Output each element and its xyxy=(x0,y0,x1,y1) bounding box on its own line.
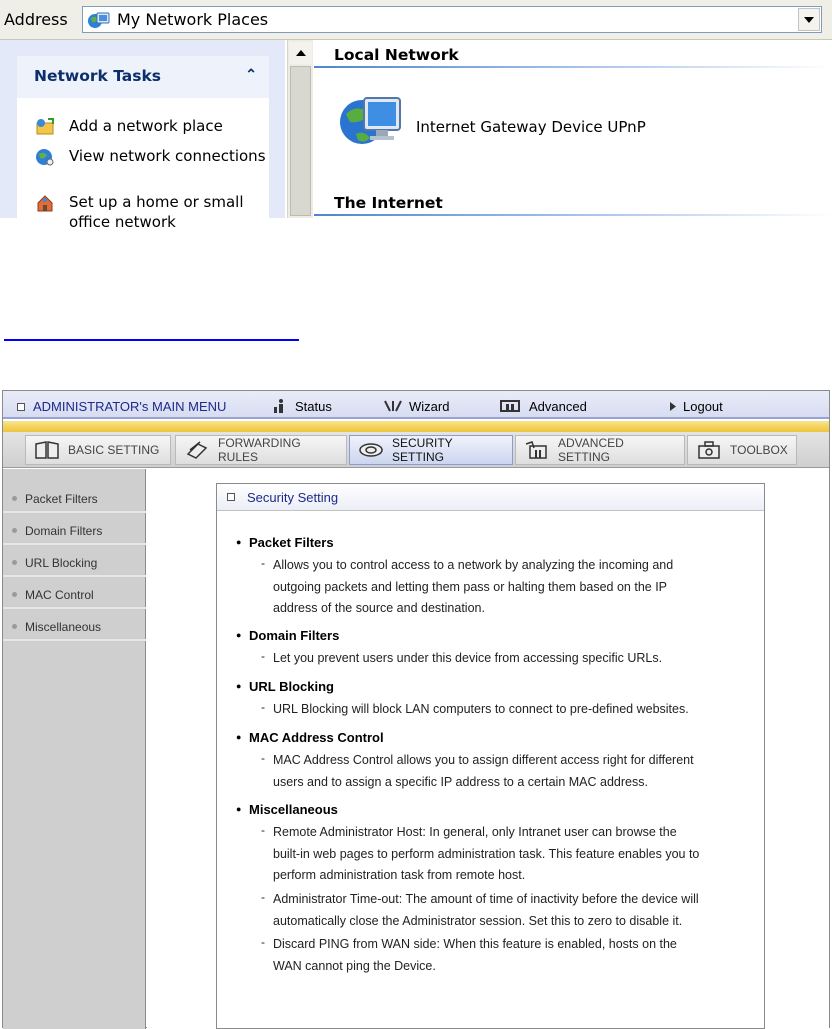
collapse-icon[interactable]: ⌃ xyxy=(245,66,257,82)
wizard-icon xyxy=(383,399,403,413)
security-setting-icon xyxy=(358,440,384,460)
sidebar-item-url-blocking[interactable]: URL Blocking xyxy=(3,547,146,577)
router-admin-page xyxy=(2,390,830,1028)
add-network-place-icon xyxy=(35,117,55,137)
section-description: - Discard PING from WAN side: When this feature is enabled, hosts on the WAN cannot ping the Device. xyxy=(261,934,741,977)
panel-header xyxy=(217,484,764,511)
description-line: Remote Administrator Host: In general, only Intranet user can browse the xyxy=(273,825,677,839)
address-field[interactable] xyxy=(82,6,822,33)
tab-forwarding-rules[interactable]: FORWARDING RULES xyxy=(175,435,347,465)
address-dropdown-button[interactable] xyxy=(798,8,820,31)
section-title: ● URL Blocking xyxy=(249,679,334,694)
advanced-icon xyxy=(497,399,523,413)
scroll-thumb[interactable] xyxy=(290,66,311,216)
sidebar-item-domain-filters[interactable]: Domain Filters xyxy=(3,515,146,545)
tab-security-setting[interactable]: SECURITY SETTING xyxy=(349,435,513,465)
group-divider xyxy=(314,214,832,216)
section-description: - MAC Address Control allows you to assign different access right for different users and to assign a specific IP address to a certain MAC address. xyxy=(261,750,741,793)
scroll-up-button[interactable] xyxy=(289,42,312,64)
vertical-scrollbar[interactable] xyxy=(287,40,313,218)
chevron-down-icon xyxy=(804,17,814,23)
tab-toolbox[interactable]: TOOLBOX xyxy=(687,435,797,465)
description-line: perform administration task from remote host. xyxy=(273,868,526,882)
network-connections-icon xyxy=(35,147,55,167)
section-description: - Allows you to control access to a network by analyzing the incoming and outgoing packets and letting them pass or halting them based on the IP address of the source and destination. xyxy=(261,555,741,620)
section-description: - Administrator Time-out: The amount of time of inactivity before the device will automatically close the Administrator session. Set this to zero to disable it. xyxy=(261,889,741,932)
network-tasks-header[interactable] xyxy=(17,56,269,98)
panel-title: Security Setting xyxy=(247,490,339,505)
header-accent-strip xyxy=(3,421,829,432)
menu-wizard[interactable]: Wizard xyxy=(383,399,449,414)
tab-basic-setting[interactable]: BASIC SETTING xyxy=(25,435,171,465)
description-line: Administrator Time-out: The amount of time of inactivity before the device will xyxy=(273,892,699,906)
network-tasks-title: Network Tasks xyxy=(34,67,162,85)
network-tasks-panel xyxy=(17,56,269,231)
menu-logout[interactable]: Logout xyxy=(669,399,723,414)
square-bullet-icon xyxy=(227,493,235,501)
hyperlink-underline[interactable] xyxy=(4,339,299,341)
description-line: address of the source and destination. xyxy=(273,601,485,615)
upnp-device-label[interactable]: Internet Gateway Device UPnP xyxy=(416,118,646,136)
sidebar-item-miscellaneous[interactable]: Miscellaneous xyxy=(3,611,146,641)
description-line: MAC Address Control allows you to assign different access right for different xyxy=(273,753,694,767)
security-setting-panel xyxy=(216,483,765,1029)
section-title: ● Miscellaneous xyxy=(249,802,338,817)
section-description: - URL Blocking will block LAN computers to connect to pre-defined websites. xyxy=(261,699,741,721)
sidebar-item-packet-filters[interactable]: Packet Filters xyxy=(3,483,146,513)
section-description: - Let you prevent users under this device from accessing specific URLs. xyxy=(261,648,741,670)
section-title: ● MAC Address Control xyxy=(249,730,384,745)
bullet-icon xyxy=(12,624,17,629)
sidebar-item-mac-control[interactable]: MAC Control xyxy=(3,579,146,609)
menu-status[interactable]: Status xyxy=(273,399,332,414)
chevron-up-icon xyxy=(296,50,306,56)
address-bar xyxy=(0,0,832,40)
group-divider xyxy=(314,66,832,68)
bullet-icon xyxy=(12,592,17,597)
task-label: Add a network place xyxy=(69,117,223,135)
basic-setting-icon xyxy=(34,440,60,460)
description-line: built-in web pages to perform administration task. This feature enables you to xyxy=(273,846,700,861)
forwarding-rules-icon xyxy=(184,440,210,460)
upnp-device-icon[interactable] xyxy=(338,88,404,154)
main-content xyxy=(147,469,829,1029)
task-label: Set up a home or small office network xyxy=(69,193,244,231)
square-bullet-icon xyxy=(17,403,25,411)
section-title: ● Packet Filters xyxy=(249,535,334,550)
task-label: View network connections xyxy=(69,147,266,165)
address-label: Address xyxy=(4,10,68,29)
address-value: My Network Places xyxy=(117,10,269,29)
description-line: Let you prevent users under this device from accessing specific URLs. xyxy=(273,651,663,665)
admin-main-menu[interactable]: ADMINISTRATOR's MAIN MENU xyxy=(17,399,226,414)
task-pane xyxy=(0,40,285,231)
bullet-icon xyxy=(12,496,17,501)
description-line: Allows you to control access to a network by analyzing the incoming and xyxy=(273,558,674,572)
my-network-places-window xyxy=(0,0,832,231)
description-line: automatically close the Administrator session. Set this to zero to disable it. xyxy=(273,913,683,928)
task-view-network-connections[interactable] xyxy=(35,146,269,166)
task-setup-home-network[interactable] xyxy=(35,192,269,232)
settings-tab-bar xyxy=(3,432,829,468)
section-description: - Remote Administrator Host: In general, only Intranet user can browse the built-in web pages to perform administration task. This feature enables you to perform administration task from remote host. xyxy=(261,822,741,887)
menu-advanced[interactable]: Advanced xyxy=(497,399,587,414)
advanced-setting-icon xyxy=(524,440,550,460)
group-local-network: Local Network xyxy=(334,46,459,64)
network-places-icon xyxy=(87,10,111,30)
description-line: Discard PING from WAN side: When this feature is enabled, hosts on the xyxy=(273,937,677,951)
toolbox-icon xyxy=(696,440,722,460)
home-network-icon xyxy=(35,193,55,213)
main-menu-bar xyxy=(3,391,829,419)
bullet-icon xyxy=(12,560,17,565)
status-icon xyxy=(273,399,289,413)
description-line: URL Blocking will block LAN computers to connect to pre-defined websites. xyxy=(273,702,689,716)
description-line: users and to assign a specific IP address to a certain MAC address. xyxy=(273,774,648,789)
section-title: ● Domain Filters xyxy=(249,628,339,643)
description-line: WAN cannot ping the Device. xyxy=(273,958,436,973)
group-the-internet: The Internet xyxy=(334,194,443,212)
security-sidebar xyxy=(3,469,146,1029)
bullet-icon xyxy=(12,528,17,533)
network-places-content xyxy=(314,40,832,218)
task-add-network-place[interactable] xyxy=(35,116,269,136)
triangle-right-icon xyxy=(669,402,677,411)
tab-advanced-setting[interactable]: ADVANCED SETTING xyxy=(515,435,685,465)
description-line: outgoing packets and letting them pass or halting them based on the IP xyxy=(273,579,668,594)
